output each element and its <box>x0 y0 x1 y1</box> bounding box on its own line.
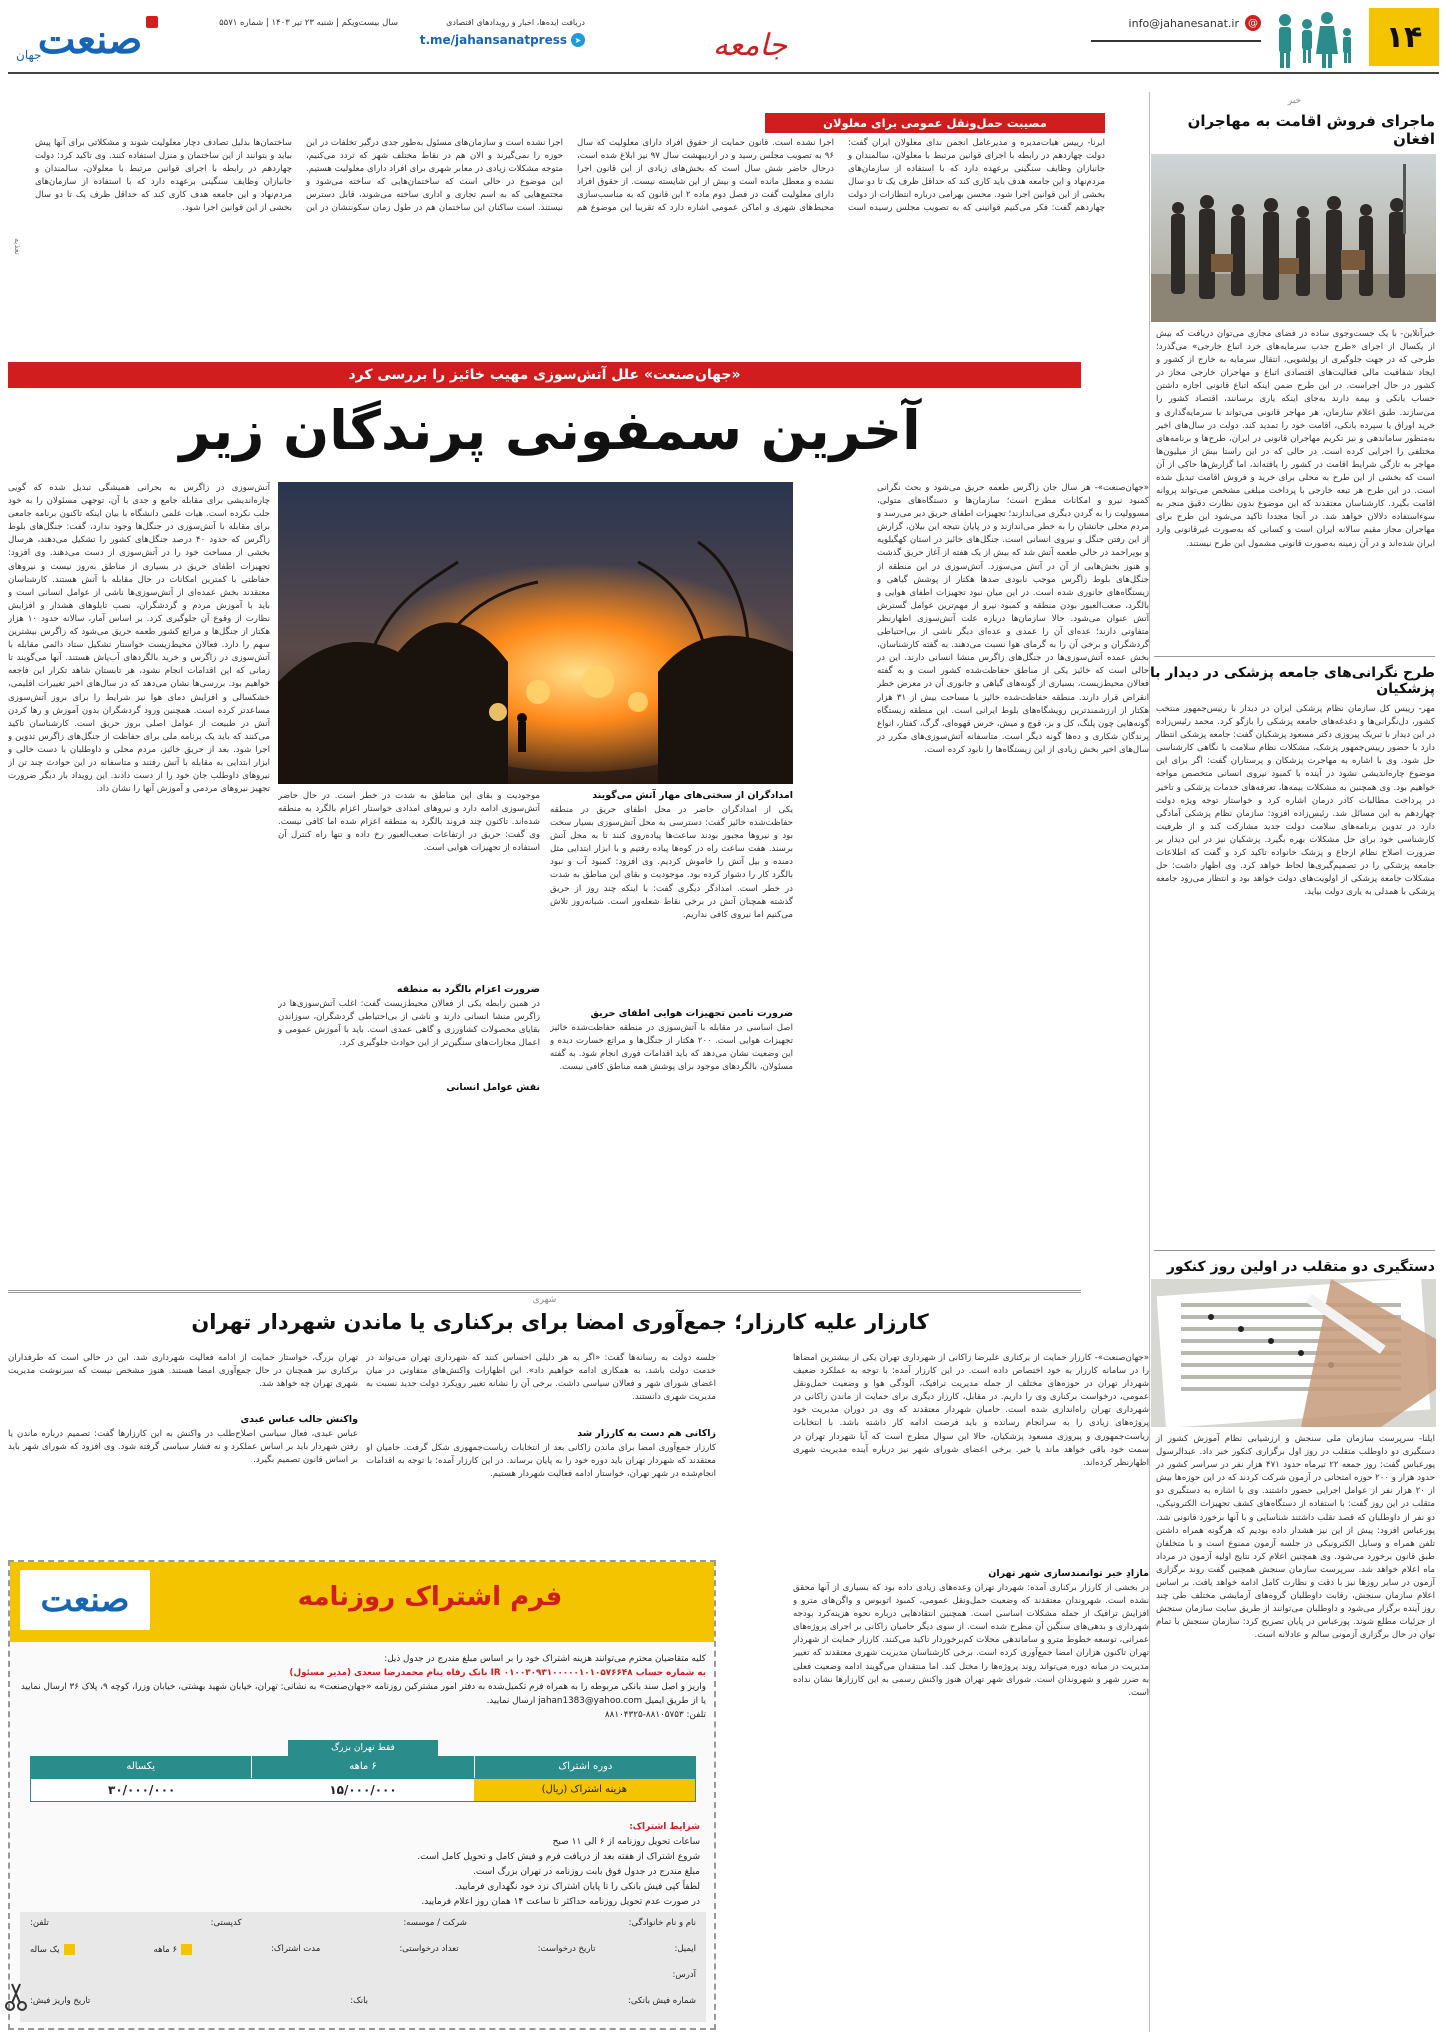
field-company[interactable]: شرکت / موسسه: <box>403 1918 467 1928</box>
bottom-col3-body: تهران بزرگ، خواستار حمایت از ادامه فعالیت شهرداری شد. این در حالی است که طرفداران برکناری نیز همچنان در حال جمع‌آوری امضا هستند. هنوز مشخص نیست که سرنوشت مدیریت شهری تهران چه خواهد شد. <box>8 1353 358 1390</box>
price-header-6month: ۶ ماهه <box>251 1756 473 1778</box>
main-headline: آخرین سمفونی پرندگان زیر <box>179 399 921 462</box>
bottom-col2-subheading: زاکانی هم دست به کارزار شد <box>577 1428 716 1439</box>
form-intro-block <box>20 1652 706 1738</box>
price-6month: ۱۵/۰۰۰/۰۰۰ <box>252 1779 473 1801</box>
main-banner: «جهان‌صنعت» علل آتش‌سوزی مهیب خائیز را بررسی کرد <box>8 362 1081 388</box>
col3-subheading: ضرورت تامین تجهیزات هوایی اطفای حریق <box>590 1008 793 1019</box>
bottom-section-tag: شهری <box>532 1295 557 1305</box>
field-address[interactable]: آدرس: <box>672 1970 696 1980</box>
conditions <box>170 1820 700 1908</box>
form-account: به شماره حساب ۰۱۰۰۳۰۹۳۱۰۰۰۰۰۱۰۱۰۵۷۶۶۴۸ IR بانک رفاه بنام محمدرضا سعدی (مدیر مسئول) <box>289 1668 706 1678</box>
page-number: ۱۴ <box>1369 8 1439 66</box>
col3-heading: امدادگران از سختی‌های مهار آتش می‌گویند <box>592 790 793 801</box>
side-note: تغذیه <box>13 238 22 255</box>
field-postcode[interactable]: کدپستی: <box>210 1918 242 1928</box>
bottom-col1b-body: در بخشی از کارزار برکناری آمده: شهردار تهران وعده‌های زیادی داده بود که بسیاری از آنها محقق نشده است. شهروندان معتقدند که وضعیت حمل‌ونقل عمومی، کمبود اتوبوس و واگن‌های مترو و افزایش ترافیک از جمله مشکلات اساسی است. همچنین انتقادهایی درباره نحوه هزینه‌کرد بودجه شهرداری و بدهی‌های سنگین آن مطرح شده است. از سوی دیگر حامیان زاکانی بر اجرای پروژه‌های عمرانی، توسعه خطوط مترو و ساماندهی محلات کم‌برخوردار تاکید می‌کنند. کارزار حمایت از شهردار تهران تاکنون هزاران امضا جمع‌آوری کرده است. برخی کارشناسان مدیریت شهری معتقدند که تغییر مدیریت در میانه دوره می‌تواند روند پروژه‌ها را مختل کند. اما منتقدان می‌گویند ادامه وضعیت فعلی به ضرر شهر و شهروندان است. شورای شهر تهران هنوز واکنش رسمی به این کارزارها نشان نداده است. <box>793 1583 1149 1698</box>
field-count[interactable]: تعداد درخواستی: <box>399 1944 459 1954</box>
checkbox-1year-label: یک ساله <box>30 1945 60 1955</box>
story1-lead: خبرآنلاین- با یک جست‌وجوی ساده در فضای مجازی می‌توان دریافت که بیش از یکسال از اجرای «طرح جذب سرمایه‌های خرد اتباع خارجی» می‌گذرد؛ طرحی که در جهت جلوگیری از پولشویی، انتقال سرمایه به خارج از کشور و ایجاد شفافیت مالی فعالیت‌های اقتصادی اتباع و مهاجران خارجی مجاز در کشور در حال اجراست. <box>1156 329 1435 392</box>
fire-photo <box>278 482 793 784</box>
story1-title: ماجرای فروش اقامت به مهاجران افغان <box>1187 112 1435 148</box>
sidebar-label: خبر <box>1287 96 1302 106</box>
bottom-col3-subheading: واکنش جالب عباس عبدی <box>240 1414 358 1425</box>
form-intro: کلیه متقاضیان محترم می‌توانند هزینه اشتراک خود را بر اساس مبلغ مندرج در جدول ذیل: <box>384 1654 706 1664</box>
bottom-col1-body: «جهان‌صنعت»- کارزار حمایت از برکناری علیرضا زاکانی از شهرداری تهران یکی از بیشترین امضاها را در سامانه کارزار به خود اختصاص داده است. در این کارزار آمده: با توجه به عملکرد ضعیف شهردار تهران در حوزه‌های مختلف از جمله مدیریت ترافیک، آلودگی هوا و وضعیت حمل‌ونقل عمومی، درخواست برکناری وی را داریم. در مقابل، کارزار دیگری برای حمایت از ماندن زاکانی در شهرداری تهران راه‌اندازی شده است. حامیان شهردار معتقدند که وی در دوران مدیریت خود پروژه‌های زیادی را به سرانجام رسانده و باید فرصت ادامه کار داشته باشد. با انتخابات ریاست‌جمهوری و پیروزی مسعود پزشکیان، حالا این سوال مطرح است که آیا شهردار تهران در سمت خود باقی خواهد ماند یا خیر. برخی اعضای شورای شهر نیز درباره آینده مدیریت شهری اظهارنظر کرده‌اند. <box>793 1353 1149 1468</box>
migrants-photo <box>1151 154 1436 322</box>
telegram-caption: دریافت ایده‌ها، اخبار و رویدادهای اقتصادی <box>446 18 585 27</box>
header-rule <box>1091 40 1261 42</box>
bottom-col3b-body: عباس عبدی، فعال سیاسی اصلاح‌طلب در واکنش به این کارزارها گفت: تصمیم درباره ماندن یا رفتن شهردار باید بر اساس عملکرد و نه فشار سیاسی گرفته شود. وی افزود که شورای شهر باید بر اساس قانون تصمیم بگیرد. <box>8 1429 358 1466</box>
story3-body: ایلنا- سرپرست سازمان ملی سنجش و ارزشیابی نظام آموزش کشور از دستگیری دو داوطلب متقلب در روز اول برگزاری کنکور خبر داد. عبدالرسول پورعباس گفت: روز جمعه ۲۲ تیرماه حدود ۴۷۱ هزار نفر در سراسر کشور در حدود هزار و ۲۰۰ حوزه امتحانی در آزمون شرکت کردند که در این حوزه‌ها بیش از ۲۰ هزار نفر از عوامل اجرایی حضور داشتند. وی با اشاره به دستگیری دو متقلب در این روز گفت: با استفاده از دستگاه‌های کشف تجهیزات الکترونیکی، دو نفر از داوطلبان که قصد تقلب داشتند شناسایی و با آنها برخورد قانونی شد. پورعباس افزود: پیش از این نیز هشدار داده بودیم که هرگونه همراه داشتن تلفن همراه و وسایل الکترونیکی در جلسه آزمون ممنوع است و با متخلفان طبق قانون برخورد می‌شود. وی همچنین اعلام کرد نتایج اولیه آزمون در مرداد ماه اعلام خواهد شد. سرپرست سازمان سنجش همچنین گفت روند برگزاری آزمون در سایر روزها نیز با دقت و نظارت کامل ادامه خواهد یافت. بر اساس اعلام سازمان سنجش، رقابت داوطلبان گروه‌های آزمایشی مختلف طی چند روز آینده برگزار می‌شود و داوطلبان می‌توانند از طریق سایت سازمان سنجش از جزئیات مطلع شوند. پورعباس در پایان تصریح کرد: سازمان سنجش با تمام توان در حال برگزاری آزمونی سالم و عادلانه است. <box>1156 1434 1435 1641</box>
sidebar <box>1149 92 1439 2032</box>
main-col3 <box>550 790 793 1285</box>
bottom-col1 <box>793 1352 1149 2032</box>
telegram-link[interactable]: t.me/jahansanatpress <box>419 33 567 47</box>
top-story-body: ایرنا- رییس هیات‌مدیره و مدیرعامل انجمن ندای معلولان ایران گفت: دولت چهاردهم در رابطه با اجرای قوانین مرتبط با معلولان، سالمندان و جانبازان وظایف سنگینی برعهده دارد که با استفاده از سازمان‌های مردم‌نهاد و این جامعه هدف باید کاری کند که حداقل ظرف یک تا دو سال بخشی از این قوانین اجرا شود. محسن بهرامی درباره انتظارات از دولت چهاردهم گفت: فکر می‌کنیم قوانینی که به تصویب مجلس رسیده است اجرا نشده است. قانون حمایت از حقوق افراد دارای معلولیت که سال ۹۶ به تصویب مجلس رسید و در اردیبهشت سال ۹۷ نیز ابلاغ شده است، درحال حاضر شش سال است که بخش‌های زیادی از این قانون اجرا نشده و معطل مانده است و بیش از این شایسته نیست. از حقوق افراد دارای معلولیت گفت در فصل دوم ماده ۲ این قانون که به مناسب‌سازی محیط‌های شهری و اماکن عمومی اشاره دارد که تقریبا این موضوع هم اجرا نشده است و سازمان‌های مسئول به‌طور جدی درگیر تخلفات در این حوزه را نمی‌گیرند و الان هم در نقاط مختلف شهر که تردد می‌کنیم، متوجه مشکلات زیادی در معابر شهری برای افراد دارای معلولیت هستیم. این موضوع در حالی است که ساختمان‌هایی که ساخته می‌شود و مجتمع‌هایی که به اسم تجاری و اداری ساخته می‌شوند، قابل دسترس نیستند. است ساکنان این ساختمان هم در طول زمان سکونتشان در این ساختمان‌ها بدلیل تصادف دچار معلولیت شوند و مشکلاتی برای آنها پیش بیاید و بتوانند از این ساختمان و منزل استفاده کنند. وی تاکید کرد: دولت چهاردهم در رابطه با اجرای قوانین مرتبط با معلولان، سالمندان و جانبازان وظایف سنگینی برعهده دارد که با استفاده از سازمان‌های مردم‌نهاد و این جامعه هدف کاری کند که حداقل ظرف یک تا دو سال بخشی از این قوانین اجرا شود. <box>35 138 1105 214</box>
condition-1: ساعات تحویل روزنامه از ۶ الی ۱۱ صبح <box>552 1837 700 1847</box>
subscription-form <box>8 1560 716 2030</box>
conditions-title: شرایط اشتراک: <box>629 1822 700 1832</box>
col4-body-2: در همین رابطه یکی از فعالان محیط‌زیست گفت: اغلب آتش‌سوزی‌ها در زاگرس منشا انسانی دارند و ناشی از بی‌احتیاطی گردشگران، سوزاندن بقایای محصولات کشاورزی و گاهی عمدی است. باید با آموزش عمومی و اعمال مجازات‌های سنگین‌تر از این حوادث جلوگیری کرد. <box>278 999 540 1049</box>
price-header-period: دوره اشتراک <box>474 1756 696 1778</box>
field-request-date[interactable]: تاریخ درخواست: <box>537 1944 596 1954</box>
story2-body: مهر- رییس کل سازمان نظام پزشکی ایران در دیدار با رییس‌جمهور منتخب کشور، دل‌نگرانی‌ها و دغدغه‌های جامعه پزشکی را بازگو کرد. محمد رئیس‌زاده در این دیدار با تبریک پیروزی دکتر مسعود پزشکیان گفت: جامعه پزشکی انتظار دارد با حضور رییس‌جمهور پزشک، مشکلات نظام سلامت با نگاهی کارشناسی حل شود. وی با اشاره به مهاجرت پزشکان و پرستاران گفت: اگر برای این موضوع چاره‌اندیشی نشود در آینده با کمبود نیروی انسانی متخصص مواجه خواهیم بود. وی همچنین به مشکلات بیمه‌ها، تعرفه‌های خدمات پزشکی و تاخیر در پرداخت مطالبات کادر درمان اشاره کرد و خواستار توجه ویژه دولت چهاردهم به این مسائل شد. رئیس‌زاده افزود: سازمان نظام پزشکی آمادگی دارد در تدوین برنامه‌های سلامت دولت جدید مشارکت کند و از ظرفیت کارشناسی خود برای حل مشکلات بهره بگیرد. پزشکیان نیز در این دیدار بر ضرورت اصلاح نظام ارجاع و پزشک خانواده تاکید کرد و گفت که اطلاعات جامعه پزشکی را در تصمیم‌گیری‌ها لحاظ خواهد کرد. وی اظهار داشت: حل مشکلات جامعه پزشکی از اولویت‌های دولت خواهد بود و انتظار می‌رود جامعه پزشکی با همدلی به یاری دولت بیاید. <box>1156 704 1435 898</box>
field-name[interactable]: نام و نام خانوادگی: <box>628 1918 696 1928</box>
email-block <box>1101 14 1261 32</box>
field-bank[interactable]: بانک: <box>350 1996 369 2006</box>
logo-text: صنعت <box>37 15 143 63</box>
main-col4 <box>278 790 540 1285</box>
price-table-caption: فقط تهران بزرگ <box>288 1740 438 1756</box>
form-instructions: واریز و اصل سند بانکی مربوطه را به همراه فرم تکمیل‌شده به دفتر امور مشترکین روزنامه «جهان‌صنعت» به نشانی: تهران، خیابان شهید بهشتی، خیابان وزرا، کوچه ۹، پلاک ۳۶ ارسال نمایید یا از طریق ایمیل jahan1383@yahoo.com ارسال نمایید. <box>20 1682 706 1706</box>
issue-line: سال بیست‌ویکم | شنبه ۲۳ تیر ۱۴۰۳ | شماره ۵۵۷۱ <box>219 18 398 28</box>
family-icon <box>1265 10 1361 70</box>
telegram-icon: ➤ <box>571 33 585 47</box>
bottom-headline: کارزار علیه کارزار؛ جمع‌آوری امضا برای برکناری یا ماندن شهردار تهران <box>191 1310 929 1334</box>
story3-title: دستگیری دو متقلب در اولین روز کنکور <box>1166 1259 1435 1275</box>
bottom-col2-body: جلسه دولت به رسانه‌ها گفت: «اگر به هر دلیلی احساس کنند که شهرداری تهران می‌تواند در خدمت دولت باشد، به همکاری ادامه خواهیم داد». این اظهارات واکنش‌های متفاوتی در میان اعضای شورای شهر و فعالان سیاسی داشت. برخی آن را نشانه تغییر رویکرد دولت جدید نسبت به مدیریت شهری دانستند. <box>366 1353 716 1403</box>
story1-text <box>1150 322 1439 652</box>
col3b-body: اصل اساسی در مقابله با آتش‌سوزی در منطقه حفاظت‌شده خائیز تجهیزات هوایی است. ۲۰۰ هکتار از جنگل‌ها و مراتع خسارت دیده و این وضعیت نشان می‌دهد که باید اقدامات فوری انجام شود. به گفته مسئولان، بالگردهای موجود برای پوشش همه مناطق کافی نیست. <box>550 1023 793 1073</box>
masthead-logo <box>8 8 172 70</box>
bottom-col3 <box>8 1352 358 1552</box>
field-receipt-no[interactable]: شماره فیش بانکی: <box>627 1996 696 2006</box>
story2-title: طرح نگرانی‌های جامعه پزشکی در دیدار با پزشکیان <box>1150 665 1435 697</box>
top-story-title: مصیبت حمل‌ونقل عمومی برای معلولان <box>765 113 1105 133</box>
field-deposit-date[interactable]: تاریخ واریز فیش: <box>30 1996 91 2006</box>
condition-4: لطفاً کپی فیش بانکی را تا پایان اشتراک نزد خود نگهداری فرمایید. <box>454 1882 700 1892</box>
header-bottom-rule <box>8 72 1439 74</box>
main-col2: آتش‌سوزی در زاگرس به بحرانی همیشگی تبدیل شده که گویی چاره‌اندیشی برای مقابله جامع و جدی با آن، توجهی مسئولان را به خود جلب نکرده است. هیات علمی دانشگاه با بیان اینکه تاکنون برنامه جامعی برای مقابله با آتش‌سوزی در جنگل‌ها وجود ندارد، گفت: جنگل‌های بلوط زاگرس که حدود ۴۰ درصد جنگل‌های کشور را تشکیل می‌دهند، هرسال بخشی از مساحت خود را در آتش‌سوزی از دست می‌دهند. وی افزود: تجهیزات اطفای حریق در بسیاری از مناطق به‌روز نیست و نیروهای حفاظتی با کمترین امکانات در حال مقابله با آتش هستند. کارشناسان معتقدند بخش عمده‌ای از آتش‌سوزی‌ها ناشی از عوامل انسانی است و باید با آموزش مردم و گردشگران، نصب تابلوهای هشدار و افزایش نظارت از وقوع آن جلوگیری کرد. بر اساس آمار، سالانه حدود ۱۰ هزار هکتار از جنگل‌ها و مراتع کشور طعمه حریق می‌شود که زاگرس بیشترین سهم را دارد. فعالان محیط‌زیست خواستار تشکیل ستاد دائمی مقابله با آتش‌سوزی در زاگرس و خرید بالگردهای آب‌پاش هستند. آنها می‌گویند تا زمانی که این اقدامات انجام نشود، هر تابستان شاهد تکرار این فاجعه خواهیم بود. بررسی‌ها نشان می‌دهد که در سال‌های اخیر تغییرات اقلیمی، خشکسالی و افزایش دمای هوا نیز شرایط را برای بروز آتش‌سوزی مساعدتر کرده است. همچنین ورود گردشگران بدون آموزش و رها کردن آتش در طبیعت از عوامل اصلی بروز حریق است. کارشناسان تاکید می‌کنند که باید یک برنامه ملی برای حفاظت از جنگل‌های زاگرس تدوین و اجرا شود. بعد از حریق خائیز، مردم محلی و داوطلبان با دست خالی و ابزار ابتدایی به مقابله با آتش رفتند و متاسفانه در این حوادث چند تن از نیروهای داوطلب جان خود را از دست دادند. این رویداد بار دیگر ضرورت تجهیز نیروهای مردمی و آموزش آنها را نشان داد. <box>8 483 270 795</box>
exam-sheet-photo <box>1151 1279 1436 1427</box>
condition-5: در صورت عدم تحویل روزنامه حداکثر تا ساعت ۱۴ همان روز اعلام فرمایید. <box>421 1897 700 1907</box>
form-phone: تلفن: ۸۸۱۰۵۷۵۳-۸۸۱۰۴۳۲۵ <box>604 1710 706 1720</box>
col3-body: یکی از امدادگران حاضر در محل اطفای حریق در منطقه حفاظت‌شده خائیز گفت: دسترسی به محل آتش‌سوزی بسیار سخت بود و نیروها مجبور بودند ساعت‌ها پیاده‌روی کنند تا به محل آتش برسند. هفت ساعت راه در کوه‌ها پیاده رفتیم و با ابزار ابتدایی مثل دمنده و بیل آتش را خاموش کردیم. وی افزود: کمبود آب و نبود بالگرد کار را دشوار کرده بود. موجودیت و بقای این مناطق به شدت در خطر است. امدادگر دیگری گفت: با اینکه چند روز از حریق گذشته همچنان آتش در برخی نقاط شعله‌ور است. شبانه‌روز تلاش می‌کنیم اما نیروی کافی نداریم. <box>550 805 793 920</box>
condition-3: مبلغ مندرج در جدول فوق بابت روزنامه در تهران بزرگ است. <box>472 1867 700 1877</box>
telegram-block <box>405 18 585 68</box>
bottom-col2b-body: کارزار جمع‌آوری امضا برای ماندن زاکانی بعد از انتخابات ریاست‌جمهوری شکل گرفت. حامیان او معتقدند که شهردار تهران باید دوره خود را به پایان برساند. در این کارزار آمده: با توجه به اقدامات انجام‌شده در شهر تهران، خواستار ادامه فعالیت شهردار هستیم. <box>366 1443 716 1480</box>
col4-body: موجودیت و بقای این مناطق به شدت در خطر است. در حال حاضر آتش‌سوزی ادامه دارد و نیروهای امدادی خواستار اعزام بالگرد به منطقه شده‌اند. تاکنون چند فروند بالگرد به منطقه اعزام شده اما کافی نیست. وی گفت: حریق در ارتفاعات صعب‌العبور رخ داده و تنها راه کنترل آن استفاده از تجهیزات هوایی است. <box>278 791 540 854</box>
price-1year: ۳۰/۰۰۰/۰۰۰ <box>31 1779 252 1801</box>
story1-body: در این طرح ضمن اینکه اتباع قانونی اجازه داشتن حساب بانکی و بیمه دارند به‌جای اینکه یاری برسانند، اقتصاد کشور را می‌سازند. طبق اعلام سازمان، هر مهاجر قانونی می‌تواند با سرمایه‌گذاری و خرید اوراق یا سپرده بانکی، اقامت خود را تمدید کند. دولت در سال‌های اخیر به‌منظور ساماندهی و نیز تکریم مهاجران قانونی در ایران، طرح‌ها و برنامه‌های مختلفی را اجرایی کرده است. در حالی که در این راستا بیش از میلیون‌ها مهاجر به تازگی شرایط اقامت در کشور را یافته‌اند، اما گزارش‌ها حاکی از آن است که بخشی از این طرح به محلی برای خرید و فروش اقامت تبدیل شده است. در این طرح هر تبعه خارجی با پرداخت مبلغی مشخص می‌تواند پروانه اقامت بگیرد. کارشناسان معتقدند که این موضوع بدون نظارت دقیق منجر به سوءاستفاده دلالان خواهد شد. در آنجا مجددا تاکید می‌شود این طرح برای مهاجران مجاز مقیم سالانه ایران است و کسانی که به‌صورت غیرقانونی وارد ایران شده‌اند و در آن زمینه به‌صورت قانونی مشمول این طرح نیستند. <box>1156 381 1435 549</box>
field-period: مدت اشتراک: <box>271 1944 321 1954</box>
form-title: فرم اشتراک روزنامه <box>297 1582 563 1612</box>
bottom-col2 <box>366 1352 716 1552</box>
checkbox-6month[interactable] <box>154 1944 192 1958</box>
form-logo <box>20 1570 150 1630</box>
checkbox-1year[interactable] <box>30 1944 75 1958</box>
logo-small-text: جهان <box>16 48 42 62</box>
col4-subheading: نقش عوامل انسانی <box>446 1082 540 1093</box>
top-story <box>13 95 1105 350</box>
field-email[interactable]: ایمیل: <box>674 1944 696 1954</box>
price-row-label: هزینه اشتراک (ریال) <box>474 1779 695 1801</box>
price-header-1year: یکساله <box>126 1761 156 1772</box>
email-icon: @ <box>1245 15 1261 31</box>
form-logo-text: صنعت <box>40 1580 130 1620</box>
bottom-divider <box>8 1290 1081 1306</box>
checkbox-6month-label: ۶ ماهه <box>153 1945 178 1955</box>
condition-2: شروع اشتراک از هفته بعد از دریافت فرم و فیش کامل و تحویل کامل است. <box>417 1852 700 1862</box>
email-text[interactable]: info@jahanesanat.ir <box>1128 16 1239 30</box>
page-header <box>0 0 1447 90</box>
form-fields <box>20 1912 706 2022</box>
price-table <box>30 1740 696 1812</box>
section-title: جامعه <box>712 28 788 63</box>
main-col1: «جهان‌صنعت»- هر سال جان زاگرس طعمه حریق می‌شود و بحث نگرانی کمبود نیرو و امکانات مطرح است؛ سازمان‌ها و دستگاه‌های متولی، مسوولیت را به گردن دیگری می‌اندازند؛ تجهیزات اطفای حریق دیر می‌رسد و مردم محلی جانشان را به خطر می‌اندازند و در پایان نتیجه این بیلان، گزارش از این رفتن جنگل و نیروی انسانی است. جنگل‌های خائیز در استان کهگیلویه و بویراحمد در حالی طعمه آتش شد که بیش از یک هفته از آغاز حریق گذشت و هنوز بخش‌هایی از آن در آتش می‌سوزد. آتش‌سوزی در این منطقه از جنگل‌های بلوط زاگرس موجب نابودی صدها هکتار از پوشش گیاهی و زیستگاه‌های جانوری شده است. در این میان نبود تجهیزات اطفای هوایی و بالگرد، صعب‌العبور بودن منطقه و کمبود نیرو از مهم‌ترین عوامل گسترش آتش عنوان می‌شود. حالا سازمان‌ها درباره علت آتش‌سوزی اظهارنظر متفاوتی دارند؛ عده‌ای آن را عمدی و عده‌ای دیگر ناشی از بی‌احتیاطی گردشگران و برخی آن را به گرمای هوا نسبت می‌دهند. به گفته کارشناسان، بخش عمده آتش‌سوزی‌ها در جنگل‌های زاگرس منشا انسانی دارند. این در حالی است که خائیز یکی از مناطق حفاظت‌شده کشور است و به گفته فعالان محیط‌زیست، بسیاری از گونه‌های گیاهی و جانوری آن در معرض خطر انقراض قرار دارند. منطقه حفاظت‌شده خائیز با مساحت بیش از ۳۱ هزار هکتار از ارزشمندترین رویشگاه‌های بلوط ایرانی است. این منطقه زیستگاه گونه‌هایی چون پلنگ، کل و بز، قوچ و میش، خرس قهوه‌ای، گرگ، کفتار، انواع پرندگان شکاری و ده‌ها گونه دیگر است. متاسفانه آتش‌سوزی‌های مکرر در سال‌های اخیر بخش زیادی از این زیستگاه‌ها را نابود کرده است. <box>877 483 1149 755</box>
bottom-col1-subheading: مازادِ خیر توانمندسازی شهر تهران <box>988 1568 1149 1579</box>
scissors-icon <box>4 1982 28 2012</box>
col4-heading: ضرورت اعزام بالگرد به منطقه <box>396 984 540 995</box>
field-phone[interactable]: تلفن: <box>30 1918 49 1928</box>
logo-dot <box>146 16 158 28</box>
